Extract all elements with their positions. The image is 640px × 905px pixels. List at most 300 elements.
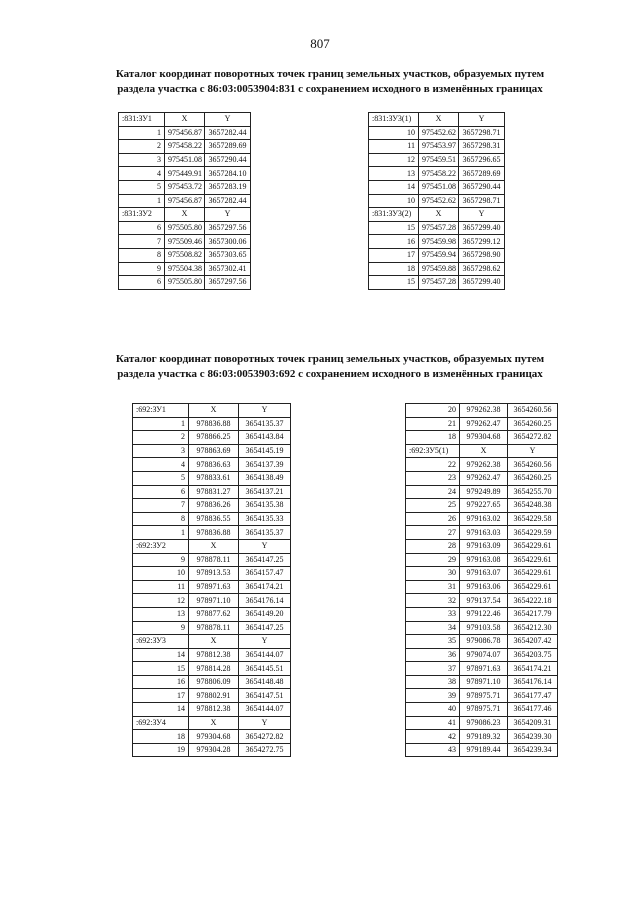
section1-right-table xyxy=(368,112,505,290)
x-header: X xyxy=(165,208,205,222)
section2-heading-line: Каталог координат поворотных точек границ земельных участков, образуемых путем xyxy=(115,353,545,365)
parcel-header-row xyxy=(119,208,251,222)
y-coordinate: 3657289.69 xyxy=(205,140,251,154)
coordinate-row xyxy=(406,689,558,703)
x-coordinate: 979137.54 xyxy=(460,594,508,608)
point-number: 11 xyxy=(369,140,419,154)
point-number: 10 xyxy=(369,126,419,140)
x-coordinate: 978913.53 xyxy=(189,567,239,581)
x-coordinate: 978812.38 xyxy=(189,648,239,662)
section2-heading xyxy=(90,352,570,382)
coordinate-row xyxy=(369,180,505,194)
coordinate-row xyxy=(406,539,558,553)
y-coordinate: 3657299.12 xyxy=(459,235,505,249)
point-number: 21 xyxy=(406,417,460,431)
coordinate-row xyxy=(133,703,291,717)
x-coordinate: 975453.72 xyxy=(165,180,205,194)
x-coordinate: 979249.89 xyxy=(460,485,508,499)
point-number: 11 xyxy=(133,580,189,594)
section1-heading-line: раздела участка с 86:03:0053904:831 с сохранением исходного в изменённых границах xyxy=(117,83,543,95)
x-coordinate: 979122.46 xyxy=(460,607,508,621)
x-coordinate: 978812.38 xyxy=(189,703,239,717)
y-coordinate: 3654239.34 xyxy=(508,743,558,757)
coordinate-row xyxy=(119,140,251,154)
x-coordinate: 979163.03 xyxy=(460,526,508,540)
y-coordinate: 3654272.82 xyxy=(508,431,558,445)
point-number: 18 xyxy=(369,262,419,276)
y-coordinate: 3654229.59 xyxy=(508,526,558,540)
x-coordinate: 979086.23 xyxy=(460,716,508,730)
coordinate-row xyxy=(133,417,291,431)
x-coordinate: 975451.08 xyxy=(419,180,459,194)
coordinate-row xyxy=(406,703,558,717)
parcel-header-row xyxy=(133,716,291,730)
coordinate-row xyxy=(133,526,291,540)
x-coordinate: 975456.87 xyxy=(165,194,205,208)
coordinate-row xyxy=(406,553,558,567)
y-coordinate: 3654174.21 xyxy=(508,662,558,676)
coordinate-row xyxy=(133,567,291,581)
y-coordinate: 3657283.19 xyxy=(205,180,251,194)
coordinate-row xyxy=(369,248,505,262)
y-coordinate: 3654144.07 xyxy=(239,648,291,662)
x-header: X xyxy=(165,113,205,127)
point-number: 24 xyxy=(406,485,460,499)
point-number: 5 xyxy=(119,180,165,194)
coordinate-row xyxy=(369,140,505,154)
point-number: 12 xyxy=(133,594,189,608)
x-coordinate: 979262.38 xyxy=(460,404,508,418)
point-number: 6 xyxy=(133,485,189,499)
x-coordinate: 979163.09 xyxy=(460,539,508,553)
page-number: 807 xyxy=(310,36,330,51)
coordinate-row xyxy=(133,743,291,757)
point-number: 33 xyxy=(406,607,460,621)
section2-right-table xyxy=(405,403,558,757)
parcel-header-row xyxy=(133,539,291,553)
coordinate-row xyxy=(369,276,505,290)
coordinate-row xyxy=(119,167,251,181)
x-coordinate: 979304.68 xyxy=(460,431,508,445)
coordinate-row xyxy=(369,221,505,235)
point-number: 14 xyxy=(133,648,189,662)
y-coordinate: 3654229.58 xyxy=(508,512,558,526)
point-number: 35 xyxy=(406,635,460,649)
y-coordinate: 3657300.06 xyxy=(205,235,251,249)
y-header: Y xyxy=(239,404,291,418)
point-number: 1 xyxy=(119,126,165,140)
x-header: X xyxy=(460,444,508,458)
y-coordinate: 3654229.61 xyxy=(508,580,558,594)
x-coordinate: 979163.08 xyxy=(460,553,508,567)
point-number: 9 xyxy=(119,262,165,276)
coordinate-row xyxy=(406,404,558,418)
coordinate-row xyxy=(119,153,251,167)
x-coordinate: 978971.63 xyxy=(460,662,508,676)
y-coordinate: 3654144.07 xyxy=(239,703,291,717)
x-coordinate: 975504.38 xyxy=(165,262,205,276)
point-number: 1 xyxy=(119,194,165,208)
point-number: 9 xyxy=(133,553,189,567)
y-coordinate: 3654260.56 xyxy=(508,458,558,472)
point-number: 8 xyxy=(119,248,165,262)
y-coordinate: 3654138.49 xyxy=(239,471,291,485)
y-coordinate: 3657298.71 xyxy=(459,194,505,208)
x-coordinate: 978836.55 xyxy=(189,512,239,526)
coordinate-row xyxy=(406,716,558,730)
y-coordinate: 3654207.42 xyxy=(508,635,558,649)
section2-left-table xyxy=(132,403,291,757)
y-coordinate: 3654147.25 xyxy=(239,553,291,567)
x-coordinate: 975505.80 xyxy=(165,221,205,235)
section2-heading-line: раздела участка с 86:03:0053903:692 с сохранением исходного в изменённых границах xyxy=(117,368,543,380)
parcel-label: :831:ЗУ3(1) xyxy=(369,113,419,127)
x-coordinate: 975451.08 xyxy=(165,153,205,167)
y-coordinate: 3654229.61 xyxy=(508,553,558,567)
parcel-header-row xyxy=(369,208,505,222)
point-number: 2 xyxy=(119,140,165,154)
coordinate-row xyxy=(133,689,291,703)
y-coordinate: 3654177.46 xyxy=(508,703,558,717)
point-number: 19 xyxy=(133,743,189,757)
y-coordinate: 3654135.37 xyxy=(239,417,291,431)
y-coordinate: 3654248.38 xyxy=(508,499,558,513)
coordinate-row xyxy=(369,167,505,181)
x-coordinate: 978836.63 xyxy=(189,458,239,472)
x-coordinate: 978806.09 xyxy=(189,675,239,689)
coordinate-row xyxy=(406,648,558,662)
y-coordinate: 3654260.25 xyxy=(508,471,558,485)
y-coordinate: 3654260.25 xyxy=(508,417,558,431)
point-number: 37 xyxy=(406,662,460,676)
coordinate-row xyxy=(119,194,251,208)
point-number: 25 xyxy=(406,499,460,513)
parcel-label: :692:ЗУ5(1) xyxy=(406,444,460,458)
coordinate-row xyxy=(133,621,291,635)
coordinate-row xyxy=(133,675,291,689)
y-coordinate: 3654203.75 xyxy=(508,648,558,662)
point-number: 14 xyxy=(369,180,419,194)
x-header: X xyxy=(189,635,239,649)
x-coordinate: 975449.91 xyxy=(165,167,205,181)
y-coordinate: 3654174.21 xyxy=(239,580,291,594)
coordinate-row xyxy=(119,180,251,194)
point-number: 13 xyxy=(369,167,419,181)
coordinate-row xyxy=(406,499,558,513)
point-number: 18 xyxy=(406,431,460,445)
point-number: 36 xyxy=(406,648,460,662)
x-coordinate: 975452.62 xyxy=(419,194,459,208)
x-coordinate: 978975.71 xyxy=(460,703,508,717)
x-coordinate: 979304.68 xyxy=(189,730,239,744)
parcel-label: :831:ЗУ3(2) xyxy=(369,208,419,222)
point-number: 30 xyxy=(406,567,460,581)
x-header: X xyxy=(189,716,239,730)
parcel-label: :831:ЗУ1 xyxy=(119,113,165,127)
x-coordinate: 975458.22 xyxy=(419,167,459,181)
point-number: 3 xyxy=(133,444,189,458)
x-coordinate: 978814.28 xyxy=(189,662,239,676)
x-coordinate: 978971.63 xyxy=(189,580,239,594)
coordinate-row xyxy=(406,675,558,689)
y-coordinate: 3654145.19 xyxy=(239,444,291,458)
point-number: 8 xyxy=(133,512,189,526)
y-header: Y xyxy=(239,635,291,649)
x-coordinate: 978866.25 xyxy=(189,431,239,445)
point-number: 18 xyxy=(133,730,189,744)
parcel-header-row xyxy=(369,113,505,127)
point-number: 10 xyxy=(133,567,189,581)
coordinate-row xyxy=(406,580,558,594)
point-number: 3 xyxy=(119,153,165,167)
point-number: 1 xyxy=(133,417,189,431)
parcel-label: :831:ЗУ2 xyxy=(119,208,165,222)
x-coordinate: 978863.69 xyxy=(189,444,239,458)
y-coordinate: 3657299.40 xyxy=(459,276,505,290)
x-coordinate: 979304.28 xyxy=(189,743,239,757)
coordinate-row xyxy=(406,662,558,676)
coordinate-row xyxy=(133,553,291,567)
x-coordinate: 978878.11 xyxy=(189,553,239,567)
x-coordinate: 979163.06 xyxy=(460,580,508,594)
coordinate-row xyxy=(119,126,251,140)
x-coordinate: 975457.28 xyxy=(419,276,459,290)
coordinate-row xyxy=(406,526,558,540)
point-number: 42 xyxy=(406,730,460,744)
point-number: 17 xyxy=(369,248,419,262)
y-coordinate: 3654272.75 xyxy=(239,743,291,757)
y-coordinate: 3657298.62 xyxy=(459,262,505,276)
point-number: 7 xyxy=(133,499,189,513)
point-number: 7 xyxy=(119,235,165,249)
x-header: X xyxy=(189,404,239,418)
section1-heading xyxy=(90,67,570,97)
coordinate-row xyxy=(119,248,251,262)
y-coordinate: 3657297.56 xyxy=(205,221,251,235)
y-coordinate: 3657298.90 xyxy=(459,248,505,262)
y-coordinate: 3657282.44 xyxy=(205,194,251,208)
coordinate-row xyxy=(406,567,558,581)
coordinate-row xyxy=(119,221,251,235)
x-coordinate: 979262.47 xyxy=(460,417,508,431)
x-coordinate: 975457.28 xyxy=(419,221,459,235)
parcel-header-row xyxy=(133,404,291,418)
point-number: 15 xyxy=(369,221,419,235)
y-coordinate: 3654145.51 xyxy=(239,662,291,676)
coordinate-row xyxy=(133,431,291,445)
y-coordinate: 3654255.70 xyxy=(508,485,558,499)
coordinate-row xyxy=(133,730,291,744)
x-coordinate: 978833.61 xyxy=(189,471,239,485)
y-coordinate: 3657299.40 xyxy=(459,221,505,235)
point-number: 40 xyxy=(406,703,460,717)
parcel-header-row xyxy=(119,113,251,127)
y-coordinate: 3654143.84 xyxy=(239,431,291,445)
x-coordinate: 975453.97 xyxy=(419,140,459,154)
x-coordinate: 975459.51 xyxy=(419,153,459,167)
parcel-label: :692:ЗУ2 xyxy=(133,539,189,553)
x-coordinate: 978971.10 xyxy=(189,594,239,608)
point-number: 27 xyxy=(406,526,460,540)
coordinate-row xyxy=(119,262,251,276)
x-header: X xyxy=(419,208,459,222)
x-coordinate: 979262.47 xyxy=(460,471,508,485)
y-header: Y xyxy=(508,444,558,458)
coordinate-row xyxy=(133,648,291,662)
y-coordinate: 3657289.69 xyxy=(459,167,505,181)
x-coordinate: 978877.62 xyxy=(189,607,239,621)
point-number: 17 xyxy=(133,689,189,703)
point-number: 6 xyxy=(119,276,165,290)
x-coordinate: 975509.46 xyxy=(165,235,205,249)
coordinate-row xyxy=(133,594,291,608)
coordinate-row xyxy=(406,458,558,472)
coordinate-row xyxy=(133,499,291,513)
point-number: 20 xyxy=(406,404,460,418)
x-coordinate: 979086.78 xyxy=(460,635,508,649)
x-coordinate: 979189.44 xyxy=(460,743,508,757)
point-number: 22 xyxy=(406,458,460,472)
coordinate-row xyxy=(133,662,291,676)
point-number: 23 xyxy=(406,471,460,485)
y-header: Y xyxy=(459,113,505,127)
x-coordinate: 975459.98 xyxy=(419,235,459,249)
y-header: Y xyxy=(459,208,505,222)
y-coordinate: 3654157.47 xyxy=(239,567,291,581)
y-coordinate: 3657282.44 xyxy=(205,126,251,140)
coordinate-row xyxy=(406,471,558,485)
y-header: Y xyxy=(205,208,251,222)
point-number: 34 xyxy=(406,621,460,635)
x-coordinate: 978836.26 xyxy=(189,499,239,513)
point-number: 15 xyxy=(369,276,419,290)
y-coordinate: 3654148.48 xyxy=(239,675,291,689)
y-coordinate: 3657284.10 xyxy=(205,167,251,181)
x-coordinate: 975452.62 xyxy=(419,126,459,140)
x-coordinate: 975505.80 xyxy=(165,276,205,290)
x-header: X xyxy=(419,113,459,127)
y-coordinate: 3654272.82 xyxy=(239,730,291,744)
x-coordinate: 979189.32 xyxy=(460,730,508,744)
x-coordinate: 978836.88 xyxy=(189,417,239,431)
y-coordinate: 3654260.56 xyxy=(508,404,558,418)
y-coordinate: 3654212.30 xyxy=(508,621,558,635)
y-coordinate: 3657298.71 xyxy=(459,126,505,140)
point-number: 4 xyxy=(119,167,165,181)
y-coordinate: 3654149.20 xyxy=(239,607,291,621)
section1-heading-line: Каталог координат поворотных точек границ земельных участков, образуемых путем xyxy=(115,68,545,80)
coordinate-row xyxy=(369,235,505,249)
x-coordinate: 979262.38 xyxy=(460,458,508,472)
coordinate-row xyxy=(133,485,291,499)
coordinate-row xyxy=(406,635,558,649)
point-number: 13 xyxy=(133,607,189,621)
y-coordinate: 3654137.21 xyxy=(239,485,291,499)
y-coordinate: 3654135.37 xyxy=(239,526,291,540)
y-coordinate: 3654229.61 xyxy=(508,567,558,581)
y-coordinate: 3654177.47 xyxy=(508,689,558,703)
coordinate-row xyxy=(369,262,505,276)
y-header: Y xyxy=(205,113,251,127)
point-number: 39 xyxy=(406,689,460,703)
parcel-header-row xyxy=(133,635,291,649)
y-coordinate: 3654176.14 xyxy=(508,675,558,689)
point-number: 41 xyxy=(406,716,460,730)
parcel-header-row xyxy=(406,444,558,458)
coordinate-row xyxy=(406,512,558,526)
y-coordinate: 3654222.18 xyxy=(508,594,558,608)
coordinate-row xyxy=(133,607,291,621)
point-number: 26 xyxy=(406,512,460,526)
y-coordinate: 3654209.31 xyxy=(508,716,558,730)
y-coordinate: 3654176.14 xyxy=(239,594,291,608)
y-coordinate: 3657290.44 xyxy=(459,180,505,194)
coordinate-row xyxy=(133,580,291,594)
x-coordinate: 979103.58 xyxy=(460,621,508,635)
x-coordinate: 979163.07 xyxy=(460,567,508,581)
parcel-label: :692:ЗУ1 xyxy=(133,404,189,418)
x-coordinate: 978975.71 xyxy=(460,689,508,703)
x-coordinate: 978831.27 xyxy=(189,485,239,499)
point-number: 28 xyxy=(406,539,460,553)
x-coordinate: 975456.87 xyxy=(165,126,205,140)
y-coordinate: 3654217.79 xyxy=(508,607,558,621)
point-number: 31 xyxy=(406,580,460,594)
parcel-label: :692:ЗУ3 xyxy=(133,635,189,649)
x-header: X xyxy=(189,539,239,553)
point-number: 29 xyxy=(406,553,460,567)
y-coordinate: 3657302.41 xyxy=(205,262,251,276)
y-header: Y xyxy=(239,716,291,730)
y-coordinate: 3657290.44 xyxy=(205,153,251,167)
coordinate-row xyxy=(369,194,505,208)
point-number: 1 xyxy=(133,526,189,540)
y-header: Y xyxy=(239,539,291,553)
point-number: 6 xyxy=(119,221,165,235)
coordinate-row xyxy=(133,471,291,485)
point-number: 2 xyxy=(133,431,189,445)
point-number: 43 xyxy=(406,743,460,757)
coordinate-row xyxy=(406,594,558,608)
x-coordinate: 975508.82 xyxy=(165,248,205,262)
x-coordinate: 978971.10 xyxy=(460,675,508,689)
parcel-label: :692:ЗУ4 xyxy=(133,716,189,730)
point-number: 16 xyxy=(133,675,189,689)
x-coordinate: 978836.88 xyxy=(189,526,239,540)
point-number: 10 xyxy=(369,194,419,208)
point-number: 14 xyxy=(133,703,189,717)
point-number: 4 xyxy=(133,458,189,472)
coordinate-row xyxy=(133,458,291,472)
coordinate-row xyxy=(406,417,558,431)
x-coordinate: 975459.88 xyxy=(419,262,459,276)
coordinate-row xyxy=(406,485,558,499)
y-coordinate: 3657303.65 xyxy=(205,248,251,262)
y-coordinate: 3654239.30 xyxy=(508,730,558,744)
y-coordinate: 3654137.39 xyxy=(239,458,291,472)
coordinate-row xyxy=(406,621,558,635)
coordinate-row xyxy=(406,743,558,757)
coordinate-row xyxy=(133,512,291,526)
point-number: 5 xyxy=(133,471,189,485)
point-number: 12 xyxy=(369,153,419,167)
coordinate-row xyxy=(406,607,558,621)
y-coordinate: 3654135.33 xyxy=(239,512,291,526)
point-number: 38 xyxy=(406,675,460,689)
coordinate-row xyxy=(133,444,291,458)
coordinate-row xyxy=(119,235,251,249)
x-coordinate: 975458.22 xyxy=(165,140,205,154)
